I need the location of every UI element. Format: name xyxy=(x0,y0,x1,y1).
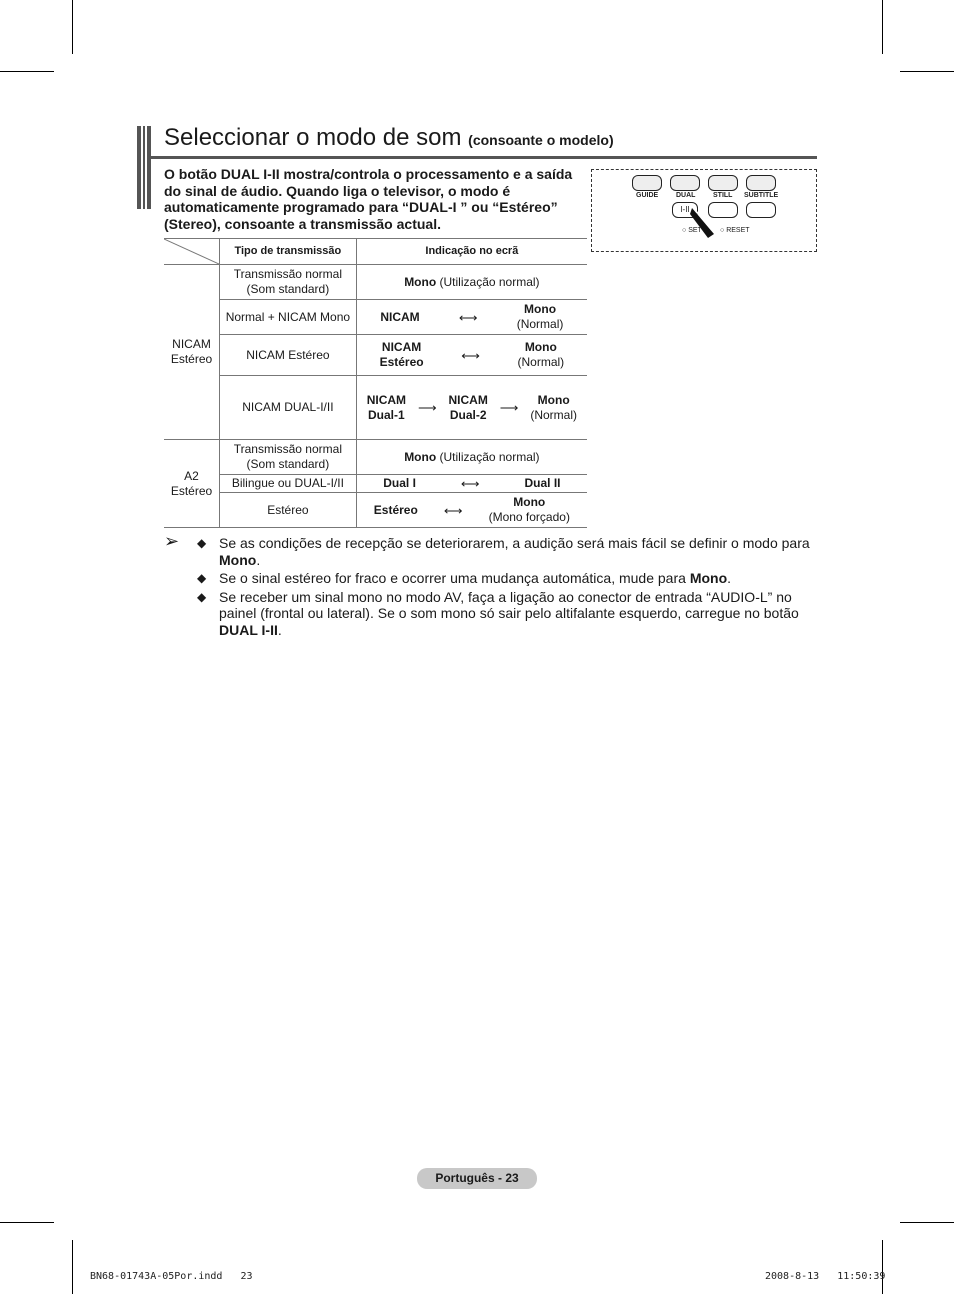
diamond-bullet-icon: ◆ xyxy=(197,571,207,585)
type-cell: Transmissão normal (Som standard) xyxy=(220,265,357,300)
still-button xyxy=(708,175,738,191)
bidirectional-arrow-icon: ⟷ xyxy=(461,347,480,363)
table-row xyxy=(164,300,587,335)
title-note: (consoante o modelo) xyxy=(468,132,614,148)
note-item: ◆ Se as condições de recepção se deteriorarem, a audição será mais fácil se definir o modo para Mono. xyxy=(197,535,810,568)
pointer-hand-icon xyxy=(688,206,722,240)
display-cell: Dual I ⟷ Dual II xyxy=(356,475,587,493)
group-name: A2 Estéreo xyxy=(164,440,220,528)
note-arrow-icon: ➢ xyxy=(164,531,180,551)
table-row xyxy=(164,493,587,528)
blank-button xyxy=(746,202,776,218)
crop-mark xyxy=(72,1240,73,1294)
notes-section xyxy=(164,531,814,640)
header-type: Tipo de transmissão xyxy=(220,239,357,265)
dual-label: DUAL xyxy=(676,192,696,199)
crop-mark xyxy=(0,1222,54,1223)
display-cell: Estéreo ⟷ Mono (Mono forçado) xyxy=(356,493,587,528)
type-cell: Bilingue ou DUAL-I/II xyxy=(220,475,357,493)
table-row xyxy=(164,440,587,475)
remote-illustration xyxy=(591,169,817,252)
type-cell: NICAM Estéreo xyxy=(220,335,357,376)
page-number-badge: Português - 23 xyxy=(417,1168,537,1189)
still-label: STILL xyxy=(713,192,733,199)
slug-date: 2008-8-13 11:50:39 xyxy=(765,1271,886,1282)
type-cell: Estéreo xyxy=(220,493,357,528)
diagonal-divider xyxy=(164,239,219,264)
diamond-bullet-icon: ◆ xyxy=(197,536,207,550)
type-cell: Transmissão normal (Som standard) xyxy=(220,440,357,475)
diamond-bullet-icon: ◆ xyxy=(197,589,207,604)
crop-mark xyxy=(0,71,54,72)
guide-button xyxy=(632,175,662,191)
intro-paragraph: O botão DUAL I-II mostra/controla o processamento e a saída do sinal de áudio. Quando liga o televisor, o modo é automaticamente programado para “DUAL-I ” ou “Estéreo” (Stereo), consoante a transmissão actual. xyxy=(164,166,573,232)
bidirectional-arrow-icon: ⟷ xyxy=(443,502,463,518)
display-cell: NICAM Estéreo ⟷ Mono (Normal) xyxy=(356,335,587,376)
group-name: NICAM Estéreo xyxy=(164,265,220,440)
display-cell: Mono (Utilização normal) xyxy=(356,440,587,475)
subtitle-button xyxy=(746,175,776,191)
crop-mark xyxy=(882,1240,883,1294)
reset-indicator: ○ RESET xyxy=(720,227,750,234)
table-row xyxy=(164,475,587,493)
bidirectional-arrow-icon: ⟷ xyxy=(460,476,480,491)
note-item: ◆ Se receber um sinal mono no modo AV, faça a ligação ao conector de entrada “AUDIO-L” no painel (frontal ou lateral). Se o som mono só sair pelo altifalante esquerdo, carregue no botão DUAL I-II. xyxy=(197,588,799,638)
dual-i-ii-button: I-II xyxy=(672,202,698,218)
type-cell: NICAM DUAL-I/II xyxy=(220,376,357,440)
crop-mark xyxy=(72,0,73,54)
crop-mark xyxy=(900,1222,954,1223)
header-display: Indicação no ecrã xyxy=(356,239,587,265)
dual-button xyxy=(670,175,700,191)
set-indicator: ○ SET xyxy=(682,227,702,234)
table-row xyxy=(164,335,587,376)
display-cell: NICAM ⟷ Mono (Normal) xyxy=(356,300,587,335)
crop-mark xyxy=(900,71,954,72)
bidirectional-arrow-icon: ⟷ xyxy=(458,309,478,325)
title-rule xyxy=(150,156,817,159)
subtitle-label: SUBTITLE xyxy=(744,192,779,199)
transmission-table xyxy=(164,238,587,528)
table-row xyxy=(164,376,587,440)
slug-file: BN68-01743A-05Por.indd 23 xyxy=(90,1271,253,1282)
table-row xyxy=(164,265,587,300)
right-arrow-icon: ⟶ xyxy=(417,400,437,415)
guide-label: GUIDE xyxy=(636,192,659,199)
display-cell: NICAM Dual-1 ⟶ NICAM Dual-2 ⟶ Mono (Normal) xyxy=(356,376,587,440)
crop-mark xyxy=(882,0,883,54)
type-cell: Normal + NICAM Mono xyxy=(220,300,357,335)
page-title: Seleccionar o modo de som (consoante o modelo) xyxy=(164,124,614,151)
display-cell: Mono (Utilização normal) xyxy=(356,265,587,300)
note-item: ◆ Se o sinal estéreo for fraco e ocorrer uma mudança automática, mude para Mono. xyxy=(197,570,732,586)
right-arrow-icon: ⟶ xyxy=(499,400,519,415)
table-corner xyxy=(164,239,220,265)
